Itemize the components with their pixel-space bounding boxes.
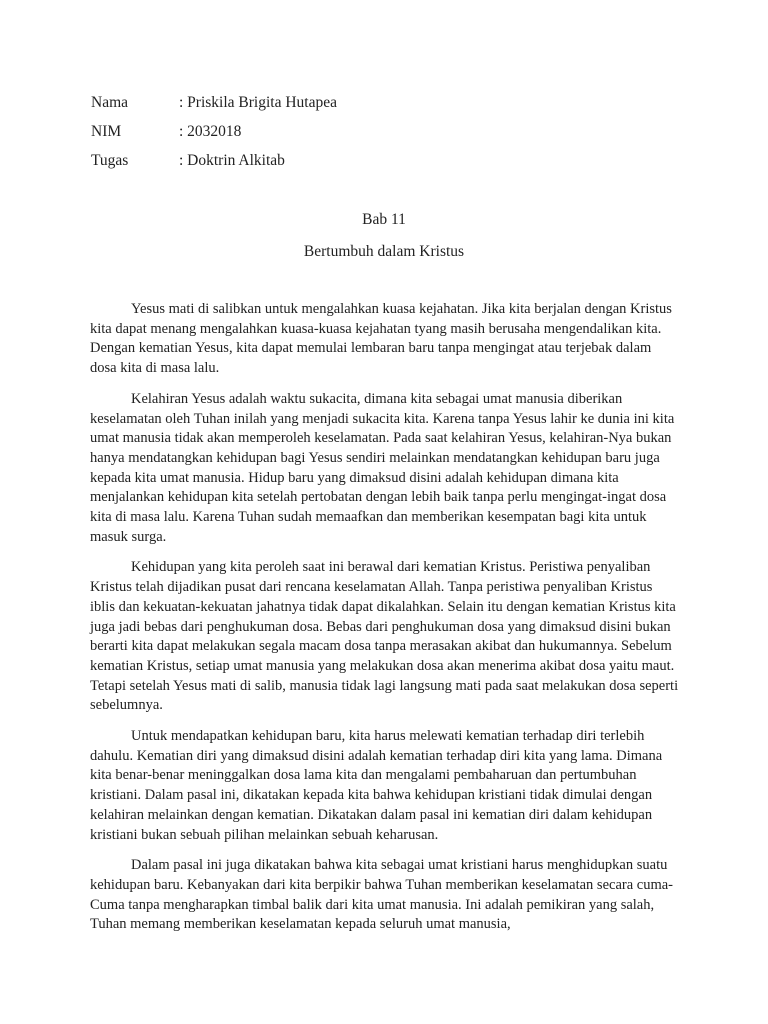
info-label: Nama — [91, 94, 129, 111]
info-label: Tugas — [91, 152, 129, 169]
paragraph: Kelahiran Yesus adalah waktu sukacita, dimana kita sebagai umat manusia diberikan keselamatan oleh Tuhan inilah yang menjadi sukacita kita. Karena tanpa Yesus lahir ke dunia ini kita umat manusia tidak akan memperoleh keselamatan. Pada saat kelahiran Yesus, kelahiran-Nya bukan hanya mendatangkan kehidupan bagi Yesus sendiri melainkan mendatangkan kehidupan baru juga kepada kita umat manusia. Hidup baru yang dimaksud disini adalah kehidupan dimana kita menjalankan kehidupan kita setelah pertobatan dengan lebih baik tanpa perlu mengingat-ingat dosa kita di masa lalu. Karena Tuhan sudah memaafkan dan memberikan kesempatan bagi kita untuk masuk surga. — [90, 390, 675, 545]
chapter-subtitle: Bertumbuh dalam Kristus — [303, 243, 465, 260]
info-value: : Priskila Brigita Hutapea — [179, 94, 337, 111]
chapter-heading: Bab 11 — [362, 211, 406, 228]
info-value: : Doktrin Alkitab — [179, 152, 285, 169]
paragraph: Yesus mati di salibkan untuk mengalahkan kuasa kejahatan. Jika kita berjalan dengan Kristus kita dapat menang mengalahkan kuasa-kuasa kejahatan tyang masih berusaha mengendalikan kita. Dengan kematian Yesus, kita dapat memulai lembaran baru tanpa mengingat atau terjebak dalam dosa kita di masa lalu. — [90, 301, 672, 377]
info-row-nim — [91, 121, 691, 150]
info-label: NIM — [91, 123, 122, 140]
student-info — [91, 92, 691, 179]
info-row-assignment — [91, 150, 691, 179]
info-value: : 2032018 — [179, 123, 242, 140]
paragraph: Dalam pasal ini juga dikatakan bahwa kita sebagai umat kristiani harus menghidupkan suatu kehidupan baru. Kebanyakan dari kita berpikir bahwa Tuhan memberikan keselamatan secara cuma-Cuma tanpa mengharapkan timbal balik dari kita umat manusia. Ini adalah pemikiran yang salah, Tuhan memang memberikan keselamatan kepada seluruh umat manusia, — [90, 857, 674, 933]
document-body — [90, 300, 680, 946]
paragraph: Kehidupan yang kita peroleh saat ini berawal dari kematian Kristus. Peristiwa penyaliban Kristus telah dijadikan pusat dari rencana keselamatan Allah. Tanpa peristiwa penyaliban Kristus iblis dan kekuatan-kekuatan jahatnya tidak dapat dikalahkan. Selain itu dengan kematian Kristus kita juga jadi bebas dari penghukuman dosa. Bebas dari penghukuman dosa yang dimaksud disini bukan berarti kita dapat melakukan segala macam dosa tanpa merasakan akibat dan hukumannya. Sebelum kematian Kristus, setiap umat manusia yang melakukan dosa akan menerima akibat dosa yaitu maut. Tetapi setelah Yesus mati di salib, manusia tidak lagi langsung mati pada saat melakukan dosa seperti sebelumnya. — [90, 559, 679, 714]
paragraph: Untuk mendapatkan kehidupan baru, kita harus melewati kematian terhadap diri terlebih dahulu. Kematian diri yang dimaksud disini adalah kematian terhadap diri kita yang lama. Dimana kita benar-benar meninggalkan dosa lama kita dan mengalami pembaharuan dan pertumbuhan kristiani. Dalam pasal ini, dikatakan kepada kita bahwa kehidupan kristiani tidak dimulai dengan kelahiran melainkan dengan kematian. Dikatakan dalam pasal ini kematian diri dalam kehidupan kristiani bukan sebuah pilihan melainkan sebuah keharusan. — [90, 728, 663, 843]
info-row-name — [91, 92, 691, 121]
